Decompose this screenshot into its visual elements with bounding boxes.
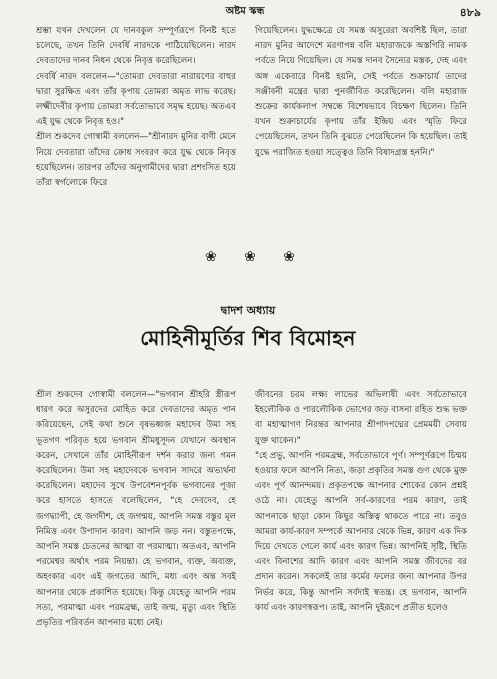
chapter-title: মোহিনীমূর্তির শিব বিমোহন	[140, 326, 356, 350]
bottom-right-column	[255, 388, 467, 678]
flower-ornament-icon: ❀	[283, 249, 295, 265]
running-head: অষ্টম স্কন্ধ	[225, 6, 265, 17]
top-right-column	[255, 24, 467, 209]
bottom-left-column	[36, 388, 236, 678]
bottom-left-text: শ্রীল শুকদেব গোস্বামী বললেন—"ভগবান শ্রীহরি স্ত্রীরূপ ধারণ করে অসুরদের মোহিত করে দেবতাদের অমৃত পান করিয়েছেন, সেই কথা শুনে বৃষভধ্বজ মহাদেব উমা সহ ভূতগণ পরিবৃত হয়ে ভগবান শ্রীমধুসূদন যেখানে অবস্থান করেন, সেখানে তাঁর মোহিনীরূপ দর্শন করার জন্য গমন করেছিলেন। উমা সহ মহাদেবকে ভগবান সাদরে অভ্যর্থনা করেছিলেন। মহাদেব সুখে উপবেশনপূর্বক ভগবানের পূজা করে হাসতে হাসতে বলেছিলেন, "হে দেবদেব, হে জগদ্ব্যাপী, হে জগদীশ, হে জগন্ময়, আপনি সমস্ত বস্তুর মূল নিমিত্ত এবং উপাদান কারণ। আপনি জড় নন। বস্তুতপক্ষে, আপনি সমস্ত চেতনের আত্মা বা পরমাত্মা। অতএব, আপনি পরমেশ্বর অর্থাৎ পরম নিয়ন্তা। হে ভগবান, ব্যক্ত, অব্যক্ত, অহংকার এবং এই জগতের আদি, মধ্য এবং অন্ত সবই আপনার থেকে প্রকাশিত হয়েছে। কিন্তু যেহেতু আপনি পরম সত্য, পরমাত্মা এবং পরমব্রহ্ম, তাই জন্ম, মৃত্যু এবং স্থিতি প্রভৃতির পরিবর্তন আপনার মধ্যে নেই।	[36, 390, 236, 629]
top-left-column	[36, 24, 236, 209]
top-right-text: গিয়েছিলেন। যুদ্ধক্ষেত্রে যে সমস্ত অসুরেরা অবশিষ্ট ছিল, তারা নারদ মুনির আদেশে মরণাপন্ন বলি মহারাজকে অস্তগিরি নামক পর্বতে নিয়ে গিয়েছিল। যে সমস্ত দানব সৈন্যের মস্তক, দেহ এবং অঙ্গ একেবারে বিনষ্ট হয়নি, সেই পর্বতে শুক্রাচার্য তাদের সঞ্জীবনী মন্ত্রের দ্বারা পুনর্জীবিত করেছিলেন। বলি মহারাজ শুক্রের কার্যকলাপ সম্বন্ধে বিশেষভাবে বিচক্ষণ ছিলেন। তিনি যখন শুক্রাচার্যের কৃপায় তাঁর ইন্দ্রিয় এবং স্মৃতি ফিরে পেয়েছিলেন, তখন তিনি বুঝতে পেরেছিলেন কি হয়েছিল। তাই যুদ্ধে পরাজিত হওয়া সত্ত্বেও তিনি বিষাদগ্রস্ত হননি।"	[255, 26, 467, 158]
flower-ornament-icon: ❀	[205, 249, 217, 265]
section-ornaments	[205, 249, 295, 265]
page-number: ৪৮৯	[459, 6, 481, 19]
chapter-label: দ্বাদশ অধ্যায়	[220, 304, 276, 317]
top-left-text: শ্রম্ভা যখন দেখলেন যে দানবকুল সম্পূর্ণরূপে বিনষ্ট হতে চলেছে, তখন তিনি দেবর্ষি নারদকে পাঠিয়েছিলেন। নারদ দেবতাদের দানব নিধন থেকে নিবৃত্ত করেছিলেন। দেবর্ষি নারদ বললেন—"তোমরা দেবতারা নারায়ণের বাহুর দ্বারা সুরক্ষিত এবং তাঁর কৃপায় তোমরা অমৃত লাভ করেছ। লক্ষ্মীদেবীর কৃপায় তোমরা সর্বতোভাবে সমৃদ্ধ হয়েছ। অতএব এই যুদ্ধ থেকে নিবৃত্ত হও।" শ্রীল শুকদেব গোস্বামী বললেন—"শ্রীনারদ মুনির বাণী মেনে নিয়ে দেবতারা তাঁদের ক্রোধ সংবরণ করে যুদ্ধ থেকে নিবৃত্ত হয়েছিলেন। তারপর তাঁদের অনুগামীদের দ্বারা প্রশংসিত হয়ে তাঁরা স্বর্গলোকে ফিরে	[36, 26, 236, 189]
bottom-right-text: জীবনের চরম লক্ষ্য লাভের অভিলাষী এবং সর্বতোভাবে ইহলৌকিক ও পারলৌকিক ভোগের জড় বাসনা রহিত শুদ্ধ ভক্ত বা মহাত্মাগণ নিরন্তর আপনার শ্রীপাদপদ্মের প্রেমময়ী সেবায় যুক্ত থাকেন।" "হে প্রভু, আপনি পরমব্রহ্ম, সর্বতোভাবে পূর্ণ। সম্পূর্ণরূপে চিন্ময় হওয়ার ফলে আপনি নিত্য, জড়া প্রকৃতির সমস্ত গুণ থেকে মুক্ত এবং পূর্ণ আনন্দময়। প্রকৃতপক্ষে আপনার শোকের কোন প্রশ্নই ওঠে না। যেহেতু আপনি সর্ব-কারণের পরম কারণ, তাই আপনাকে ছাড়া কোন কিছুর অস্তিত্ব থাকতে পারে না। তবুও আমরা কার্য-কারণ সম্পর্কে আপনার থেকে ভিন্ন, কারণ এক দিক দিয়ে দেখতে গেলে কার্য এবং কারণ ভিন্ন। আপনিই সৃষ্টি, স্থিতি এবং বিনাশের আদি কারণ এবং আপনি সমস্ত জীবদের বর প্রদান করেন। সকলেই তার কর্মের ফলের জন্য আপনার উপর নির্ভর করে, কিন্তু আপনি সর্বদাই স্বতন্ত্র। হে ভগবান, আপনি কার্য এবং কারণস্বরূপ। তাই, আপনি দুইরূপে প্রতীত হলেও	[255, 390, 467, 613]
flower-ornament-icon: ❀	[244, 249, 256, 265]
